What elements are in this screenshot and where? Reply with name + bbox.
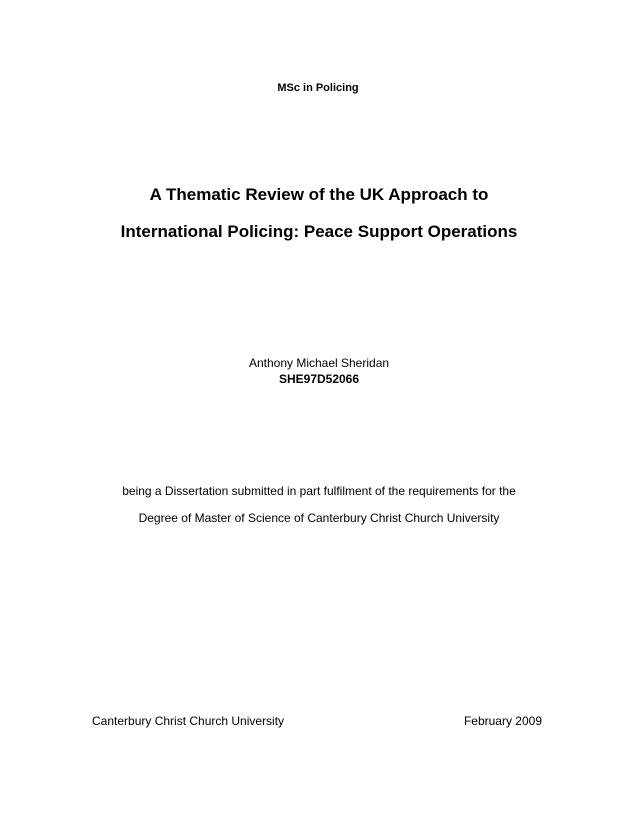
title-line-2: International Policing: Peace Support Operations [120,222,518,241]
submission-statement [0,478,638,532]
cover-footer [92,713,542,729]
submission-line-2: Degree of Master of Science of Canterbury Christ Church University [138,511,500,525]
student-id: SHE97D52066 [278,372,360,386]
submission-date: February 2009 [463,714,542,728]
degree-heading: MSc in Policing [277,82,359,94]
author-name: Anthony Michael Sheridan [248,356,390,370]
title-line-1: A Thematic Review of the UK Approach to [149,185,489,204]
dissertation-title [0,176,638,250]
author-block [0,355,638,387]
submission-line-1: being a Dissertation submitted in part fulfilment of the requirements for the [122,484,516,498]
institution-name: Canterbury Christ Church University [92,714,285,728]
